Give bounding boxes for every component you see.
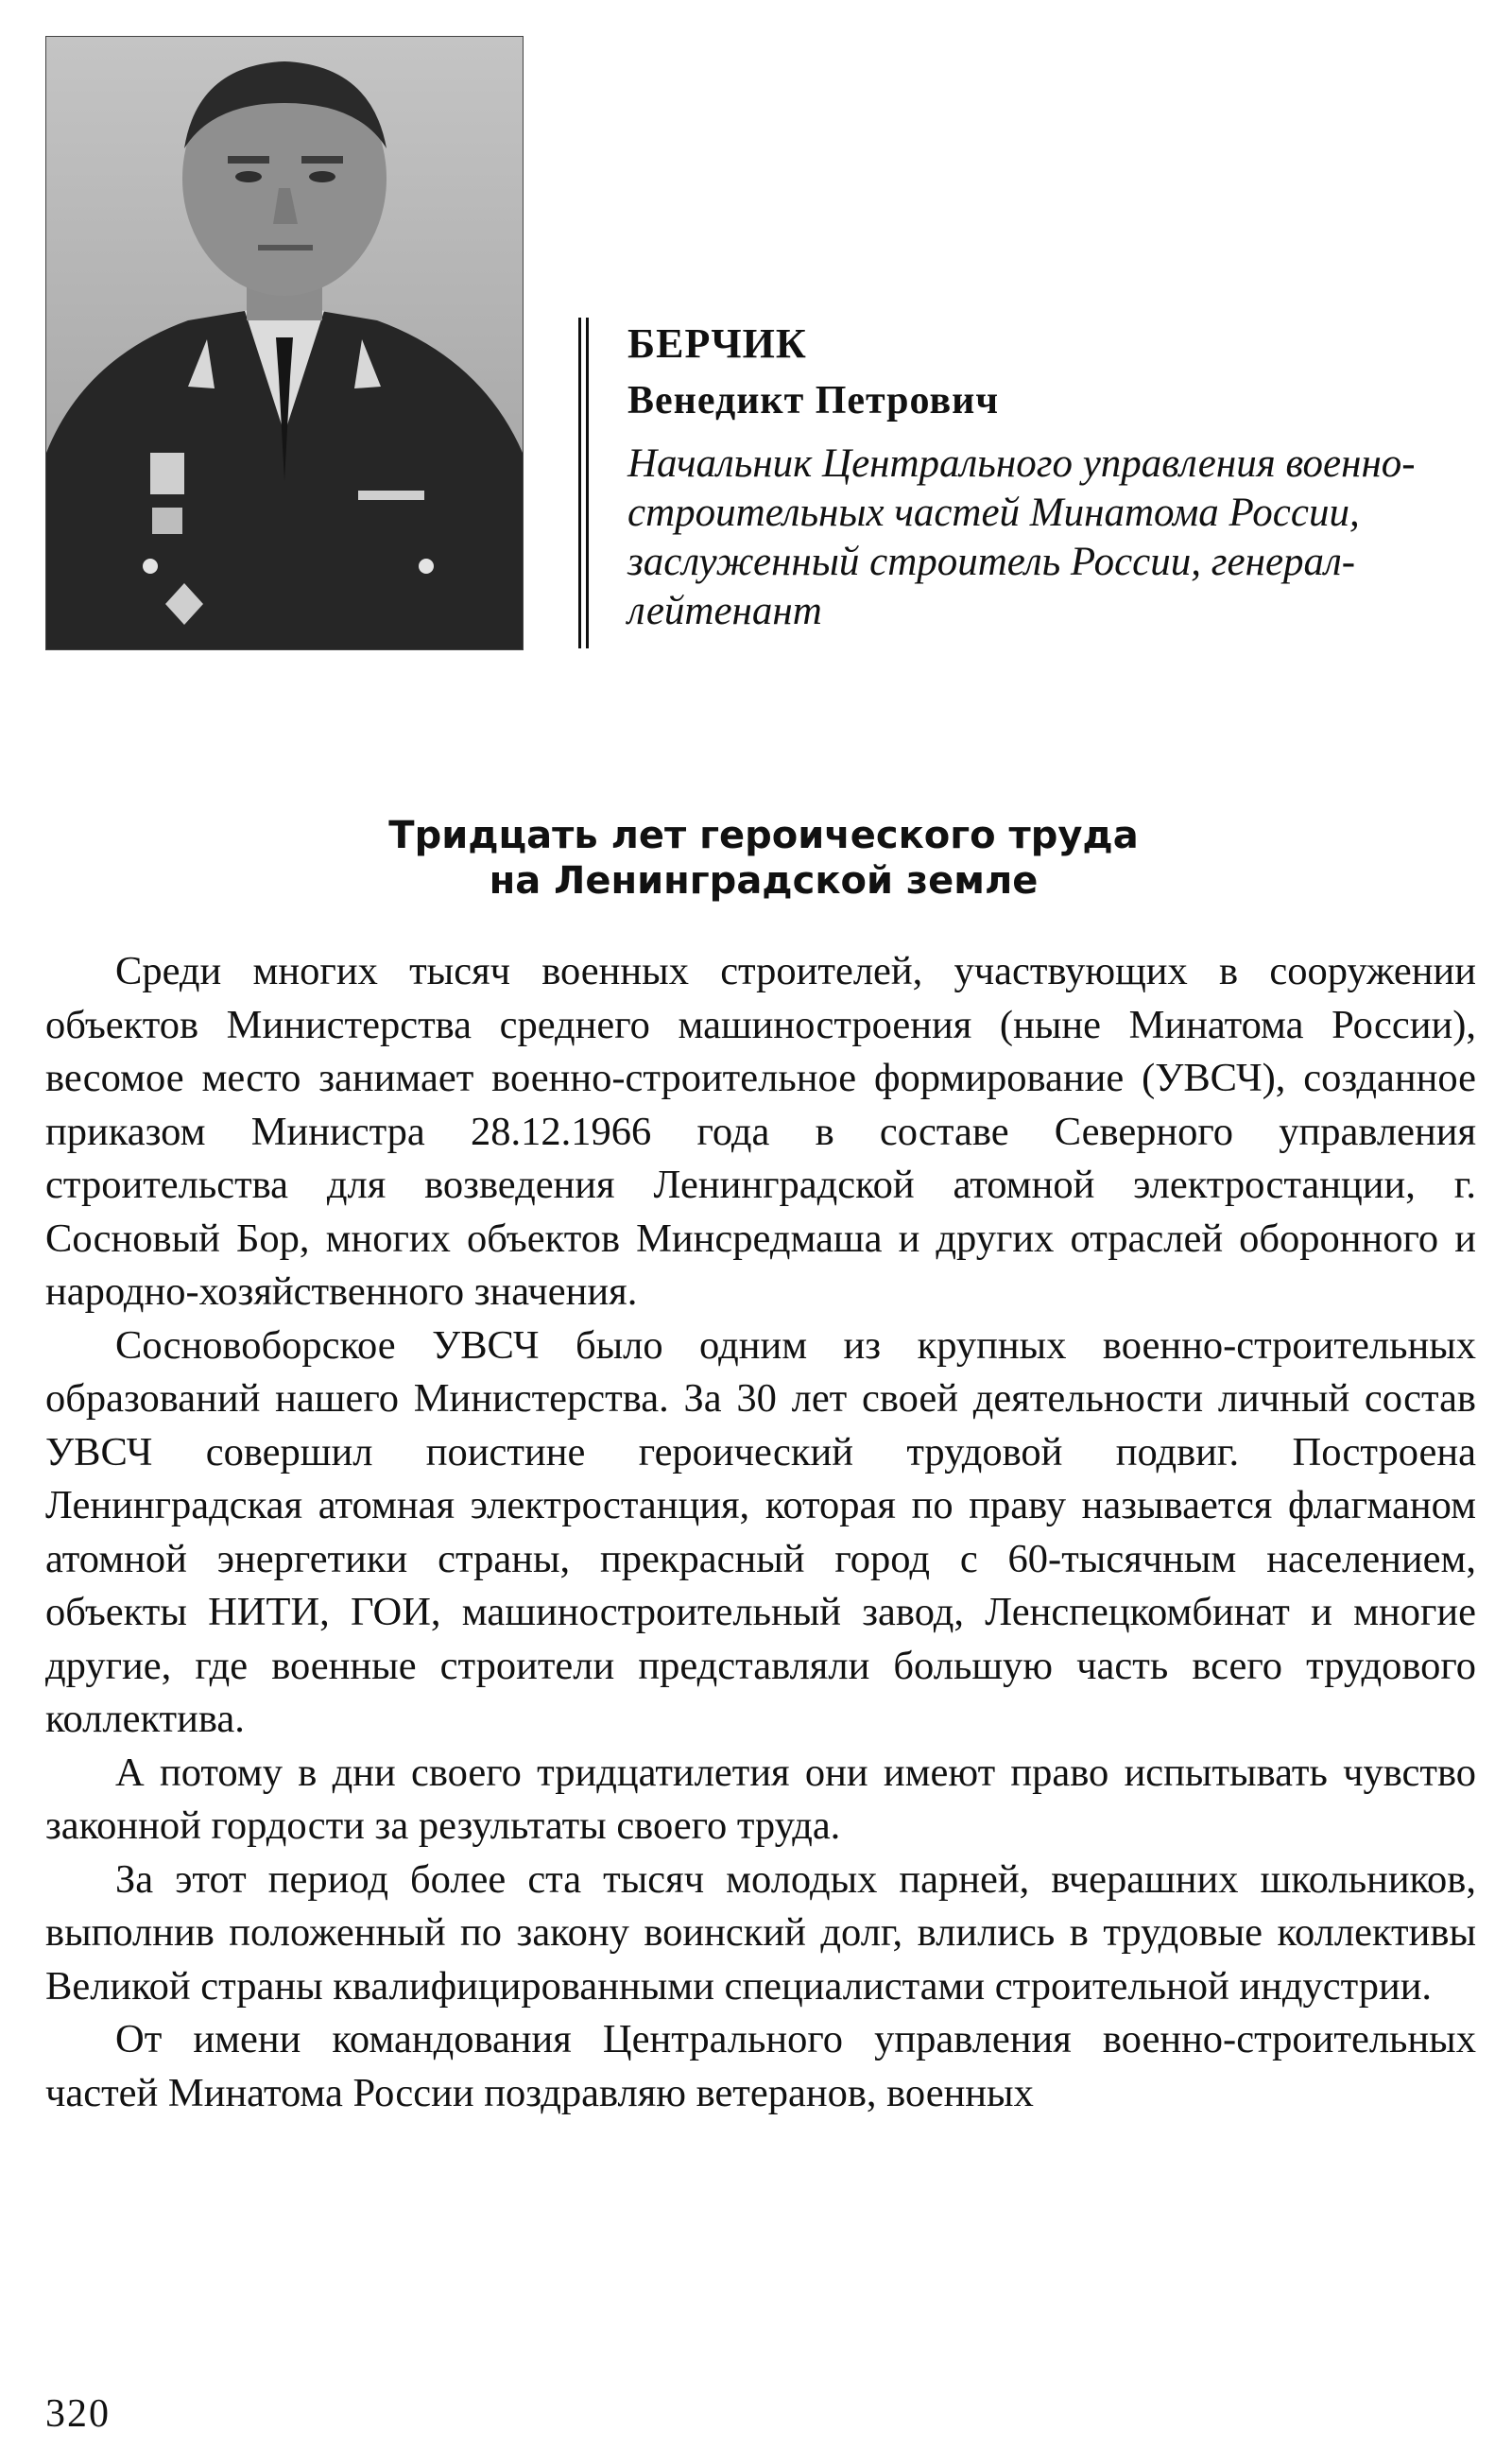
body-paragraph: От имени командования Центрального управления военно-строительных частей Минатома России поздравляю ветеранов, военных [45,2017,1476,2115]
author-block [627,319,1497,636]
body-paragraph: Сосновоборское УВСЧ было одним из крупных военно-строительных образований нашего Министерства. За 30 лет своей деятельности личный состав УВСЧ совершил поистине героический трудовой подвиг. Построена Ленинградская атомная электростанция, которая по праву называется флагманом атомной энергетики страны, прекрасный город с 60-тысячным населением, объекты НИТИ, ГОИ, машиностроительный завод, Ленспецкомбинат и многие другие, где военные строители представляли большую часть всего трудового коллектива. [45,1322,1476,1741]
body-paragraph: Среди многих тысяч военных строителей, участвующих в сооружении объектов Министерства среднего машиностроения (ныне Минатома России), весомое место занимает военно-строительное формирование (УВСЧ), созданное приказом Министра 28.12.1966 года в составе Северного управления строительства для возведения Ленинградской атомной электростанции, г. Сосновый Бор, многих объектов Минсредмаша и других отраслей оборонного и народно-хозяйственного значения. [45,949,1476,1314]
header-divider-rule [578,318,581,648]
article-title-line: на Ленинградской земле [489,859,1039,903]
portrait-photo [45,36,524,650]
article-title-line: Тридцать лет героического труда [388,814,1139,857]
author-surname: БЕРЧИК [627,320,807,367]
article-body [45,945,1476,2120]
article-title [45,813,1482,904]
portrait-figure [46,37,523,649]
page-number: 320 [45,2392,111,2436]
body-paragraph: За этот период более ста тысяч молодых парней, вчерашних школьников, выполнив положенный по закону воинский долг, влились в трудовые коллективы Великой страны квалифицированными специалистами строительной индустрии. [45,1856,1476,2009]
header-divider-rule [586,318,589,648]
body-paragraph: А потому в дни своего тридцатилетия они имеют право испытывать чувство законной гордости за результаты своего труда. [45,1750,1476,1848]
author-position: Начальник Центрального управления военно-строительных частей Минатома России, заслуженный строитель России, генерал-лейтенант [627,441,1416,634]
author-given-names: Венедикт Петрович [627,378,1000,423]
